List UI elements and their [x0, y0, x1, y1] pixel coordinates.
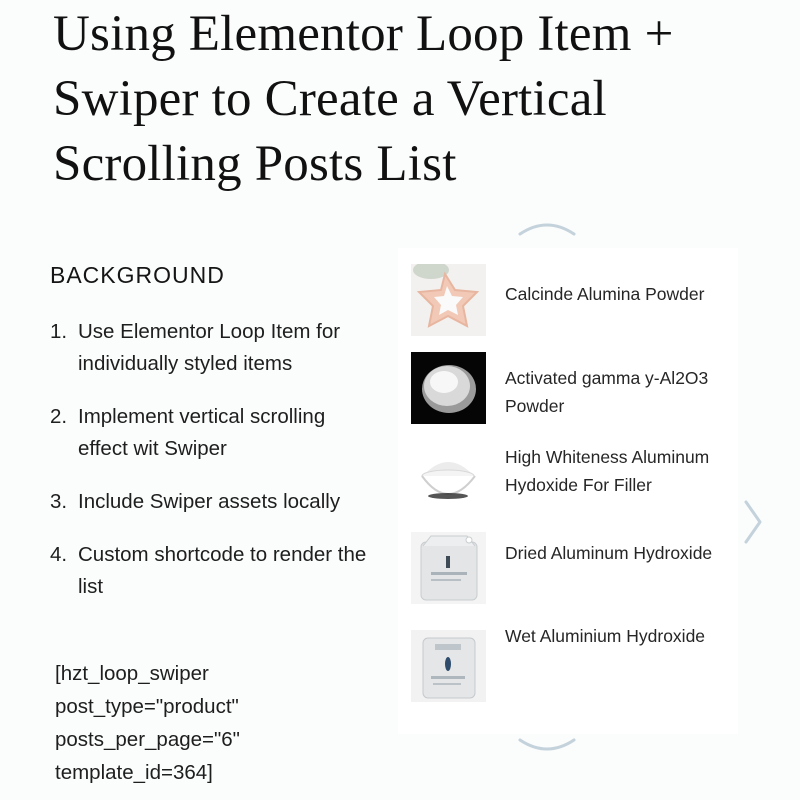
post-title[interactable]: High Whiteness Aluminum Hydoxide For Filler — [505, 447, 710, 495]
post-title[interactable]: Calcinde Alumina Powder — [505, 284, 705, 304]
step-item — [50, 486, 380, 518]
post-title[interactable]: Wet Aluminium Hydroxide — [505, 626, 706, 646]
section-heading-background: BACKGROUND — [50, 262, 225, 288]
post-thumbnail[interactable] — [411, 440, 486, 512]
vertical-posts-swiper[interactable] — [398, 248, 738, 734]
step-text: Custom shortcode to render the list — [78, 543, 367, 598]
post-thumbnail[interactable] — [411, 352, 486, 424]
step-number: 1. — [50, 320, 68, 343]
shortcode-snippet: [hzt_loop_swiper post_type="product" posts_per_page="6" template_id=364] — [55, 662, 240, 784]
step-item — [50, 539, 380, 603]
chevron-down-icon[interactable] — [518, 738, 576, 754]
post-thumbnail[interactable] — [411, 630, 486, 702]
post-thumbnail[interactable] — [411, 264, 486, 336]
step-text: Use Elementor Loop Item for individually styled items — [78, 320, 341, 375]
step-number: 4. — [50, 543, 68, 566]
post-title[interactable]: Dried Aluminum Hydroxide — [505, 543, 713, 563]
post-title[interactable]: Activated gamma y-Al2O3 Powder — [505, 368, 709, 416]
step-number: 2. — [50, 405, 68, 428]
step-number: 3. — [50, 490, 68, 513]
step-text: Implement vertical scrolling effect wit Swiper — [78, 405, 326, 460]
step-item — [50, 401, 380, 465]
post-thumbnail[interactable] — [411, 532, 486, 604]
step-item — [50, 316, 380, 380]
chevron-right-icon[interactable] — [742, 498, 764, 546]
page-title: Using Elementor Loop Item + Swiper to Create a Vertical Scrolling Posts List — [53, 6, 674, 192]
chevron-up-icon[interactable] — [518, 220, 576, 236]
step-text: Include Swiper assets locally — [78, 490, 341, 513]
steps-list — [50, 316, 380, 624]
